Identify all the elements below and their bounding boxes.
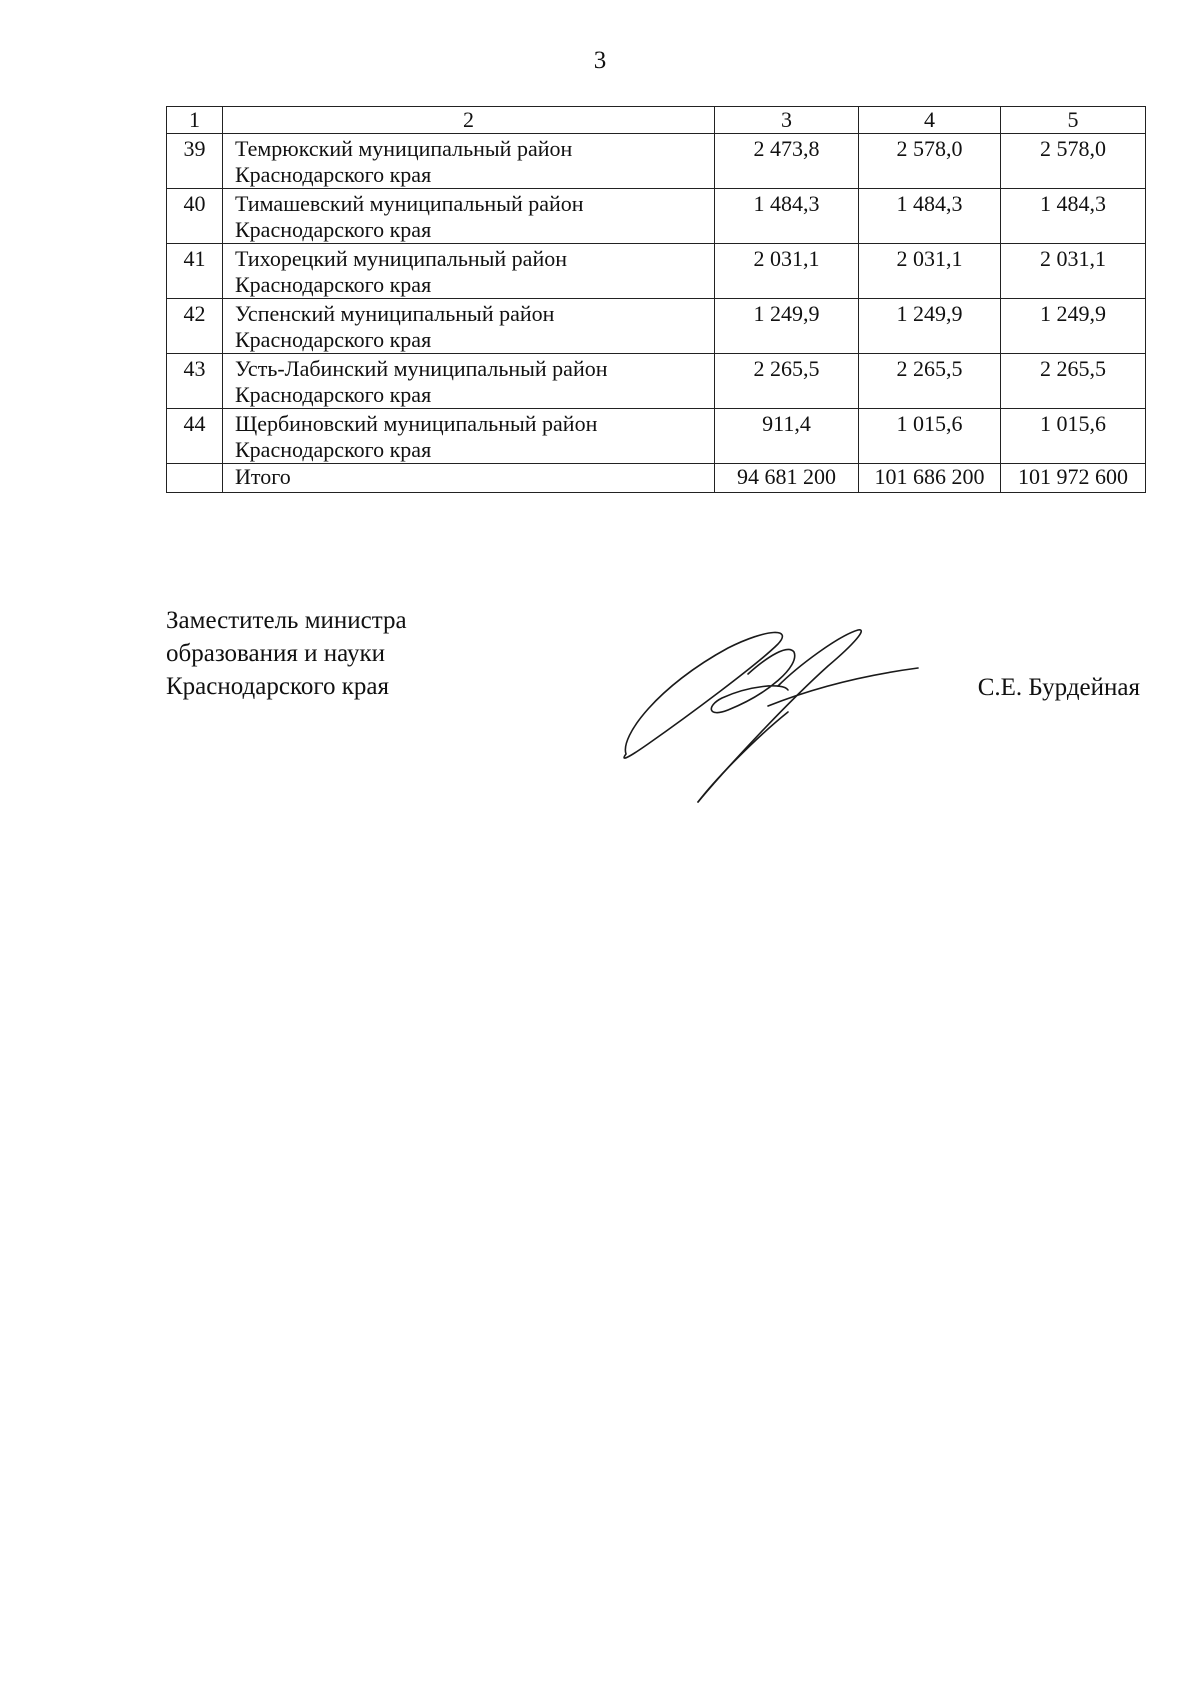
district-region-line: Краснодарского края (235, 272, 432, 297)
district-name-line: Щербиновский муниципальный район (235, 411, 598, 436)
value-col4: 1 015,6 (859, 409, 1001, 464)
total-col5: 101 972 600 (1001, 464, 1146, 493)
value-col3: 1 249,9 (715, 299, 859, 354)
district-name-line: Усть-Лабинский муниципальный район (235, 356, 608, 381)
value-col5: 1 484,3 (1001, 189, 1146, 244)
district-region-line: Краснодарского края (235, 437, 432, 462)
header-cell: 3 (715, 107, 859, 134)
header-cell: 1 (167, 107, 223, 134)
value-col4: 1 249,9 (859, 299, 1001, 354)
district-name-line: Тимашевский муниципальный район (235, 191, 584, 216)
header-cell: 2 (223, 107, 715, 134)
value-col3: 2 265,5 (715, 354, 859, 409)
district-name (223, 409, 715, 464)
district-name (223, 354, 715, 409)
district-region-line: Краснодарского края (235, 162, 432, 187)
district-name (223, 134, 715, 189)
row-number: 44 (167, 409, 223, 464)
district-name-line: Успенский муниципальный район (235, 301, 555, 326)
value-col5: 1 015,6 (1001, 409, 1146, 464)
total-label: Итого (223, 464, 715, 493)
table-row (167, 299, 1146, 354)
total-col3: 94 681 200 (715, 464, 859, 493)
position-line: образования и науки (166, 640, 385, 667)
value-col4: 2 031,1 (859, 244, 1001, 299)
header-cell: 4 (859, 107, 1001, 134)
row-number: 39 (167, 134, 223, 189)
table-row (167, 134, 1146, 189)
district-region-line: Краснодарского края (235, 217, 432, 242)
value-col3: 2 031,1 (715, 244, 859, 299)
signer-name: С.Е. Бурдейная (977, 674, 1140, 701)
row-number: 41 (167, 244, 223, 299)
value-col5: 2 265,5 (1001, 354, 1146, 409)
total-empty-cell (167, 464, 223, 493)
district-name (223, 189, 715, 244)
table-row (167, 354, 1146, 409)
value-col3: 1 484,3 (715, 189, 859, 244)
handwritten-signature (618, 626, 938, 806)
table-header-row (167, 107, 1146, 134)
total-col4: 101 686 200 (859, 464, 1001, 493)
total-row (167, 464, 1146, 493)
signatory-position (166, 604, 407, 703)
value-col5: 2 031,1 (1001, 244, 1146, 299)
value-col5: 1 249,9 (1001, 299, 1146, 354)
value-col4: 2 265,5 (859, 354, 1001, 409)
position-line: Заместитель министра (166, 607, 407, 634)
value-col5: 2 578,0 (1001, 134, 1146, 189)
page-number: 3 (593, 47, 607, 74)
value-col4: 2 578,0 (859, 134, 1001, 189)
district-name-line: Тихорецкий муниципальный район (235, 246, 567, 271)
table-row (167, 409, 1146, 464)
value-col4: 1 484,3 (859, 189, 1001, 244)
row-number: 42 (167, 299, 223, 354)
table-row (167, 189, 1146, 244)
district-region-line: Краснодарского края (235, 382, 432, 407)
district-region-line: Краснодарского края (235, 327, 432, 352)
district-name (223, 244, 715, 299)
row-number: 40 (167, 189, 223, 244)
report-table (166, 106, 1146, 493)
value-col3: 2 473,8 (715, 134, 859, 189)
header-cell: 5 (1001, 107, 1146, 134)
position-line: Краснодарского края (166, 673, 389, 700)
row-number: 43 (167, 354, 223, 409)
value-col3: 911,4 (715, 409, 859, 464)
table-row (167, 244, 1146, 299)
district-name (223, 299, 715, 354)
district-name-line: Темрюкский муниципальный район (235, 136, 573, 161)
